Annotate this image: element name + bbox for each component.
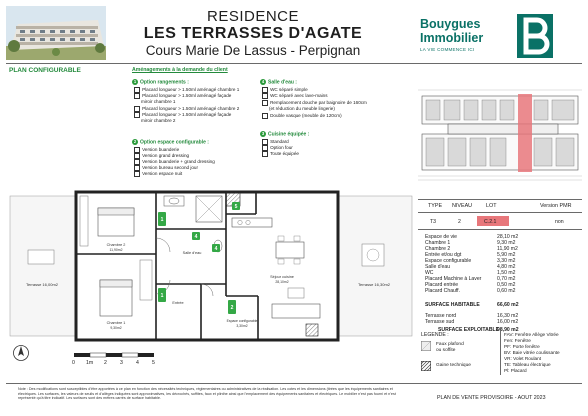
scale-label: 0 [72,360,75,366]
title-residence-name: LES TERRASSES D'AGATE [143,25,363,42]
surface-habitable-value: 66,60 m2 [497,302,519,308]
brand-name-line2: Immobilier [420,31,484,45]
area-label: Chambre 1 [425,240,451,246]
legend-item-faux-plafond-line2: ou soffite [436,348,456,353]
checkbox[interactable] [134,93,140,99]
area-value: 11,90 m2 [497,246,518,252]
area-label: Chambre 2 [425,246,451,252]
checkbox[interactable] [262,100,268,106]
room-label-sejour: Séjour cuisine [270,275,294,279]
checkbox[interactable] [134,87,140,93]
scale-label: 2 [104,360,107,366]
option-item[interactable]: Version bureau second jour [134,165,198,171]
svg-text:5: 5 [234,204,238,210]
table-value-type: T3 [430,219,437,225]
scale-label: 3 [120,360,123,366]
option-cuisine-title: 3 Cuisine équipée : [261,131,310,138]
footer-divider [6,383,582,384]
table-bottom-line [418,229,582,230]
floor-plan [6,184,416,348]
area-label: WC [425,270,434,276]
room-area-chambre1: 9,30m2 [110,326,122,330]
option-item-continuation: miroir chambre 1 [141,99,176,104]
option-item-continuation: miroir chambre 2 [141,118,176,123]
faux-plafond-swatch-icon [421,341,431,351]
checkbox[interactable] [134,165,140,171]
area-value: 28,10 m2 [497,234,519,240]
area-value: 4,80 m2 [497,264,516,270]
table-header-line [418,212,582,213]
site-plan [418,86,582,192]
room-label-chambre2: Chambre 2 [106,243,126,247]
area-label: Placard entrée [425,282,459,288]
abbreviation: TE: Tableau électrique [504,362,551,367]
abbreviation: Pl: Placard [504,368,527,373]
footer-plan-title: PLAN DE VENTE PROVISOIRE - AOUT 2023 [437,395,546,401]
option-item-continuation: (et réduction du meuble lingerie) [269,106,335,111]
area-label: Placard Machine à Laver [425,276,482,282]
checkbox[interactable] [134,159,140,165]
area-value: 5,90 m2 [497,252,516,258]
area-label: Espace configurable [425,258,472,264]
svg-text:4: 4 [194,234,198,240]
checkbox[interactable] [134,112,140,118]
option-item[interactable]: Option four [262,145,293,151]
table-value-niveau: 2 [458,219,461,225]
table-header-lot: LOT [486,203,497,209]
room-label-espace-configurable: Espace configurable [226,319,258,323]
checkbox[interactable] [262,139,268,145]
option-item[interactable]: Standard [262,139,289,145]
brand-name-line1: Bouygues [420,17,481,31]
checkbox[interactable] [134,153,140,159]
area-value: 0,60 m2 [497,288,516,294]
options-title: Aménagements à la demande du client [132,67,228,73]
terrace-label: Terrasse sud [425,319,455,325]
legal-note: Note : Des modifications sont susceptibles d'être apportées à ce plan en fonction des nécessités techniques, réglementaires ou administratives de la réalisation. Les cotes et les dimensions (tirées que les équipements sanitaires et électriques. Les surfaces, les valeurs de seuils et d'allèges indiquées sont approximatives, les décrochés, soffites, faux et plinthe ainsi que l'emplacement des équipements sanitaires et électriques. Le mobilier n'est pas fourni et n'est représenté qu'à titre indicatif. Les surfaces sont des mètres carrés de surface habitable. [18,387,396,401]
area-label: Placard Chauff. [425,288,461,294]
option-salle-eau-title: 4 Salle d'eau : [261,79,297,86]
table-value-pmr: non [555,219,564,225]
option-item[interactable]: WC séparé simple [262,87,308,93]
table-top-line [418,199,582,200]
checkbox[interactable] [262,151,268,157]
checkbox[interactable] [134,171,140,177]
option-item[interactable]: Remplacement douche par baignoire de 160cm [262,100,367,106]
scale-label: 4 [136,360,139,366]
legend-item-faux-plafond: Faux plafond [436,342,464,347]
checkbox[interactable] [134,106,140,112]
option-item[interactable]: Placard longueur > 1.50ml aménagé chambre 2 [134,106,239,112]
brand-tagline: LA VIE COMMENCE ICI [420,47,475,52]
room-label-entree: Entrée [172,301,184,305]
svg-text:1: 1 [160,293,164,299]
terrace-value: 16,00 m2 [497,319,519,325]
abbreviation: BV: Baie vitrée coulissante [504,350,560,355]
area-value: 0,70 m2 [497,276,516,282]
surface-exploitable-value: 98,90 m2 [497,327,519,333]
area-value: 9,30 m2 [497,240,516,246]
scale-label: 1m [86,360,94,366]
checkbox[interactable] [262,145,268,151]
terrace-label: Terrasse nord [425,313,457,319]
table-value-lot: C.2.1 [484,219,497,225]
option-item[interactable]: Version buanderie [134,147,179,153]
option-number-badge: 4 [261,79,265,84]
building-photo [6,6,106,60]
option-item[interactable]: Placard longueur > 1.50ml aménagé façade [134,93,231,99]
svg-text:2: 2 [230,305,234,311]
option-espace-title: 2 Option espace configurable : [133,139,209,146]
table-header-niveau: NIVEAU [452,203,473,209]
plan-configurable-label: PLAN CONFIGURABLE [9,67,81,74]
option-number-badge: 1 [133,79,137,84]
room-area-espace-configurable: 3,30m2 [236,324,248,328]
title-residence: RESIDENCE [206,8,300,25]
room-area-sejour: 28,10m2 [275,280,289,284]
scale-label: 5 [152,360,155,366]
svg-text:4: 4 [214,246,218,252]
legend-divider [500,331,501,375]
scale-bar [74,352,174,358]
option-item[interactable]: Toute équipée [262,151,299,157]
option-item[interactable]: Version grand dressing [134,153,189,159]
legend-item-gaine-technique: Gaine technique [436,363,471,368]
option-item[interactable]: Double vasque (meuble de 120cm) [262,113,342,119]
area-label: Espace de vie [425,234,457,240]
surface-exploitable-label: SURFACE EXPLOITABLE [438,327,500,333]
north-arrow-icon [12,344,30,362]
option-item[interactable]: Placard longueur > 1.50ml aménagé chambre 1 [134,87,239,93]
abbreviation: Fen: Fenêtre [504,338,531,343]
title-address: Cours Marie De Lassus - Perpignan [145,43,361,58]
abbreviation: PF: Porte fenêtre [504,344,540,349]
brand-logo-icon [517,14,553,58]
area-label: Entrée et/ou dgt [425,252,462,258]
room-label-terrasse-right: Terrasse 16,30m2 [357,282,391,287]
option-rangements-title: 1 Option rangements : [133,79,189,86]
table-header-pmr: Version PMR [540,203,572,209]
room-area-chambre2: 11,90m2 [109,248,123,252]
option-item[interactable]: WC séparé avec lave-mains [262,93,328,99]
option-number-badge: 3 [261,131,265,136]
room-label-chambre1: Chambre 1 [106,321,126,325]
area-label: Salle d'eau [425,264,451,270]
area-value: 1,50 m2 [497,270,516,276]
option-number-badge: 2 [133,139,137,144]
option-item[interactable]: Version buanderie + grand dressing [134,159,215,165]
option-item[interactable]: Version espace nuit [134,171,182,177]
svg-text:1: 1 [160,217,164,223]
checkbox[interactable] [262,87,268,93]
abbreviation: FAV: Fenêtre Allège Vitrée [504,332,559,337]
table-header-type: TYPE [428,203,443,209]
checkbox[interactable] [262,93,268,99]
area-value: 0,50 m2 [497,282,516,288]
checkbox[interactable] [134,147,140,153]
abbreviation: VR: Volet Roulant [504,356,542,361]
checkbox[interactable] [262,113,268,119]
option-item[interactable]: Placard longueur > 1.50ml aménagé façade [134,112,231,118]
header-divider [6,63,582,64]
room-label-salle-eau: Salle d'eau [182,251,202,255]
surface-habitable-label: SURFACE HABITABLE [425,302,480,308]
area-value: 3,30 m2 [497,258,516,264]
legend-title: LEGENDE : [421,332,449,338]
room-label-terrasse-left: Terrasse 16,00m2 [25,282,59,287]
gaine-technique-swatch-icon [421,361,431,371]
terrace-value: 16,30 m2 [497,313,519,319]
